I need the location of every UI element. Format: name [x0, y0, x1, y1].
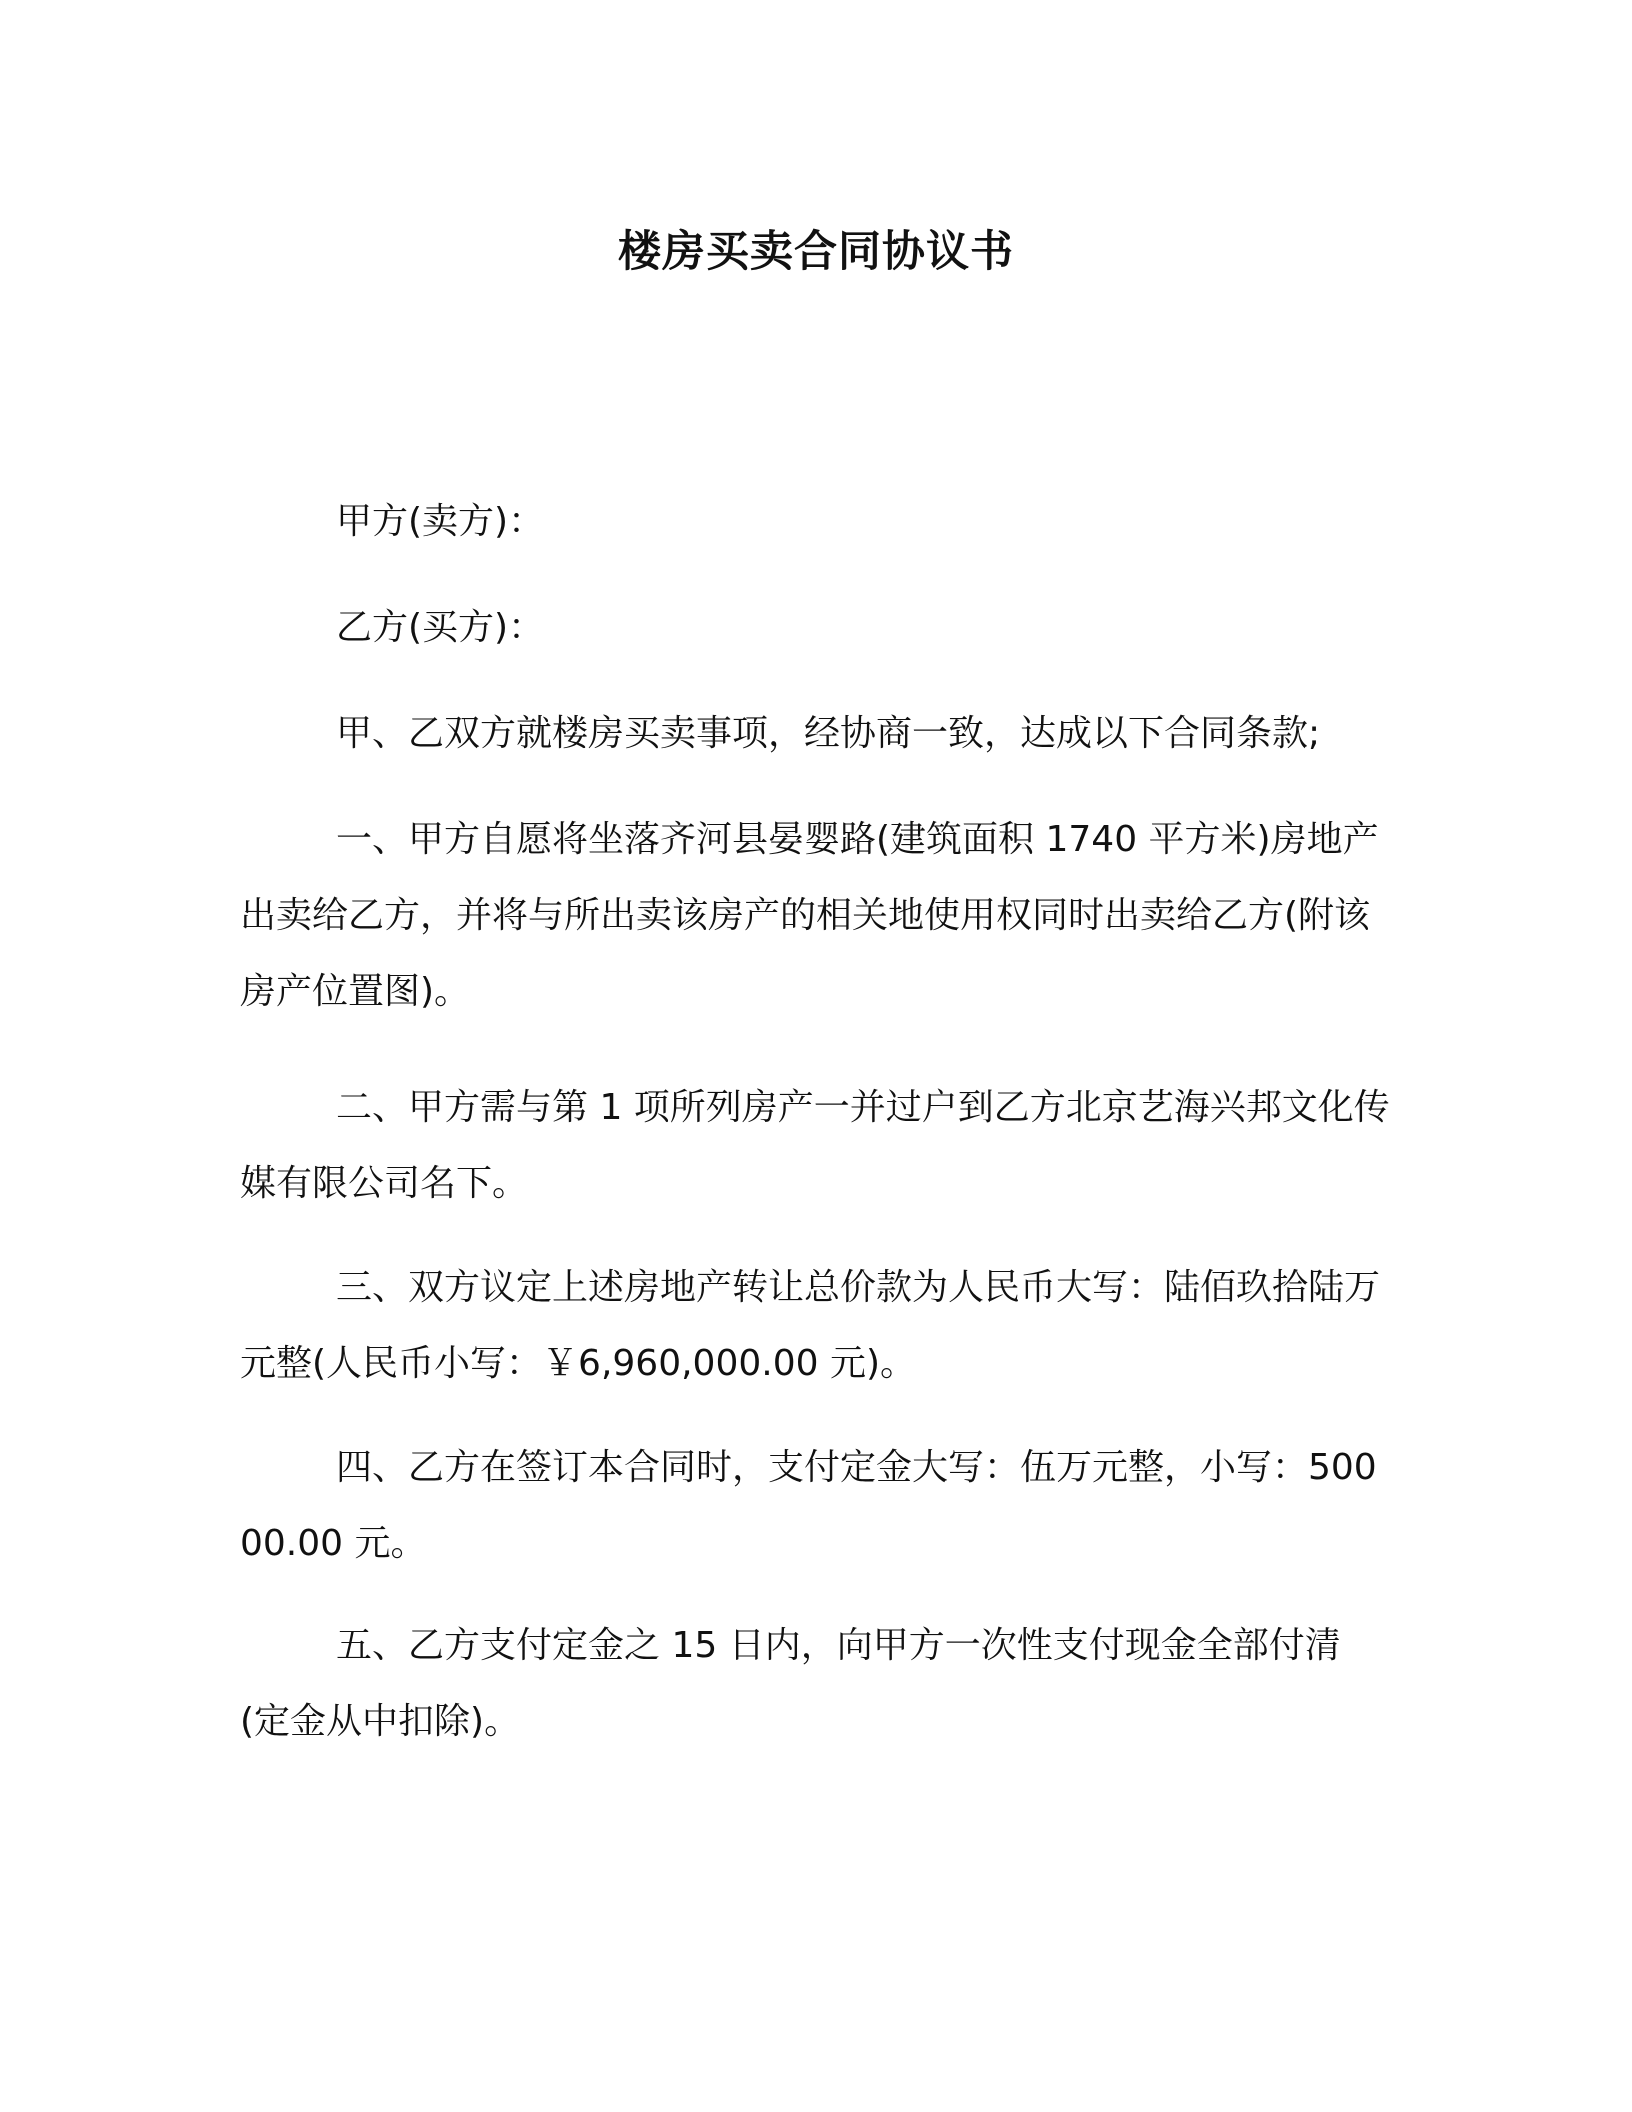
document-title: 楼房买卖合同协议书 [618, 227, 1014, 277]
clause-5: 五、乙方支付定金之 15 日内，向甲方一次性支付现金全部付清(定金从中扣除)。 [240, 1625, 1341, 1742]
party-b-line: 乙方(买方)： [336, 607, 545, 648]
clause-3: 三、双方议定上述房地产转让总价款为人民币大写：陆佰玖拾陆万元整(人民币小写：￥6,960,000.00 元)。 [240, 1267, 1381, 1384]
intro-paragraph: 甲、乙双方就楼房买卖事项，经协商一致，达成以下合同条款; [336, 713, 1321, 754]
clause-2: 二、甲方需与第 1 项所列房产一并过户到乙方北京艺海兴邦文化传媒有限公司名下。 [240, 1087, 1390, 1204]
clause-4: 四、乙方在签订本合同时，支付定金大写：伍万元整，小写：50000.00 元。 [240, 1447, 1377, 1564]
party-a-line: 甲方(卖方)： [336, 501, 545, 542]
clause-1: 一、甲方自愿将坐落齐河县晏婴路(建筑面积 1740 平方米)房地产出卖给乙方，并将与所出卖该房产的相关地使用权同时出卖给乙方(附该房产位置图)。 [240, 819, 1379, 1012]
